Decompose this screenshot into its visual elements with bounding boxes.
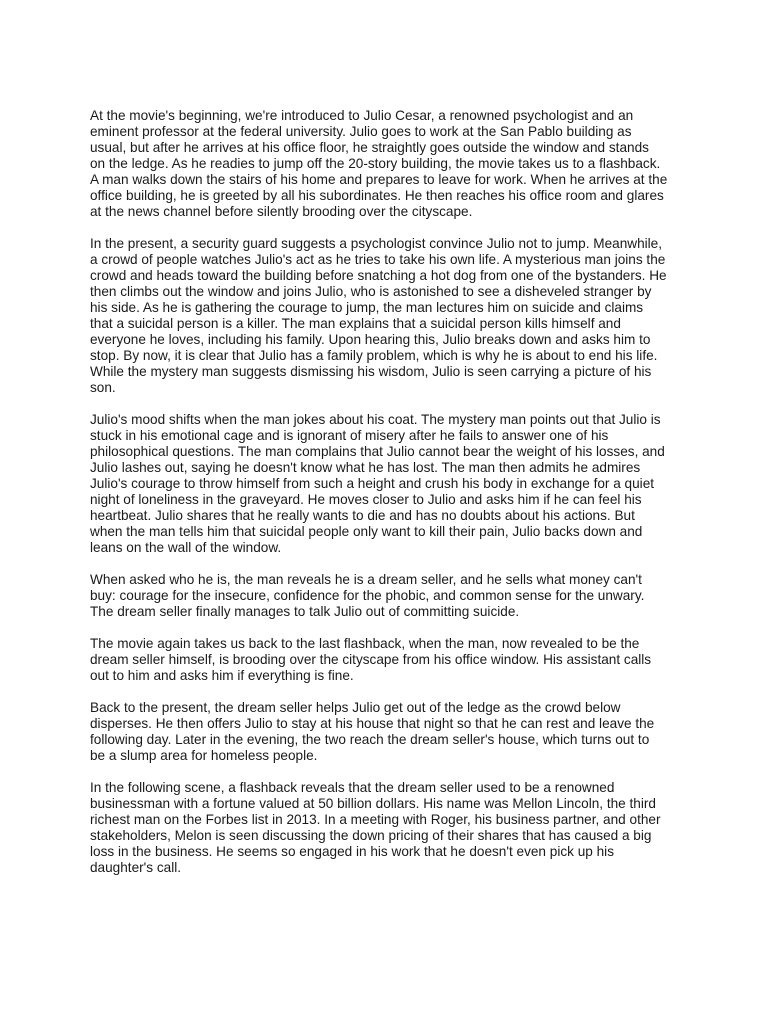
paragraph-4: When asked who he is, the man reveals he is a dream seller, and he sells what money can't buy: courage for the insecure, confidence for the phobic, and common sense for the unwary. The dream seller finally manages to talk Julio out of committing suicide. [90, 572, 645, 619]
document-body [90, 108, 690, 892]
paragraph-7: In the following scene, a flashback reveals that the dream seller used to be a renowned businessman with a fortune valued at 50 billion dollars. His name was Mellon Lincoln, the third richest man on the Forbes list in 2013. In a meeting with Roger, his business partner, and other stakeholders, Melon is seen discussing the down pricing of their shares that has caused a big loss in the business. He seems so engaged in his work that he doesn't even pick up his daughter's call. [90, 780, 661, 875]
paragraph-5: The movie again takes us back to the last flashback, when the man, now revealed to be the dream seller himself, is brooding over the cityscape from his office window. His assistant calls out to him and asks him if everything is fine. [90, 636, 652, 683]
paragraph-6: Back to the present, the dream seller helps Julio get out of the ledge as the crowd below disperses. He then offers Julio to stay at his house that night so that he can rest and leave the following day. Later in the evening, the two reach the dream seller's house, which turns out to be a slump area for homeless people. [90, 700, 655, 763]
paragraph-1: At the movie's beginning, we're introduced to Julio Cesar, a renowned psychologist and an eminent professor at the federal university. Julio goes to work at the San Pablo building as usual, but after he arrives at his office floor, he straightly goes outside the window and stands on the ledge. As he readies to jump off the 20-story building, the movie takes us to a flashback. A man walks down the stairs of his home and prepares to leave for work. When he arrives at the office building, he is greeted by all his subordinates. He then reaches his office room and glares at the news channel before silently brooding over the cityscape. [90, 108, 668, 219]
paragraph-3: Julio's mood shifts when the man jokes about his coat. The mystery man points out that Julio is stuck in his emotional cage and is ignorant of misery after he fails to answer one of his philosophical questions. The man complains that Julio cannot bear the weight of his losses, and Julio lashes out, saying he doesn't know what he has lost. The man then admits he admires Julio's courage to throw himself from such a height and crush his body in exchange for a quiet night of loneliness in the graveyard. He moves closer to Julio and asks him if he can feel his heartbeat. Julio shares that he really wants to die and has no doubts about his actions. But when the man tells him that suicidal people only want to kill their pain, Julio backs down and leans on the wall of the window. [90, 412, 665, 555]
paragraph-2: In the present, a security guard suggests a psychologist convince Julio not to jump. Meanwhile, a crowd of people watches Julio's act as he tries to take his own life. A mysterious man joins the crowd and heads toward the building before snatching a hot dog from one of the bystanders. He then climbs out the window and joins Julio, who is astonished to see a disheveled stranger by his side. As he is gathering the courage to jump, the man lectures him on suicide and claims that a suicidal person is a killer. The man explains that a suicidal person kills himself and everyone he loves, including his family. Upon hearing this, Julio breaks down and asks him to stop. By now, it is clear that Julio has a family problem, which is why he is about to end his life. While the mystery man suggests dismissing his wisdom, Julio is seen carrying a picture of his son. [90, 236, 667, 395]
